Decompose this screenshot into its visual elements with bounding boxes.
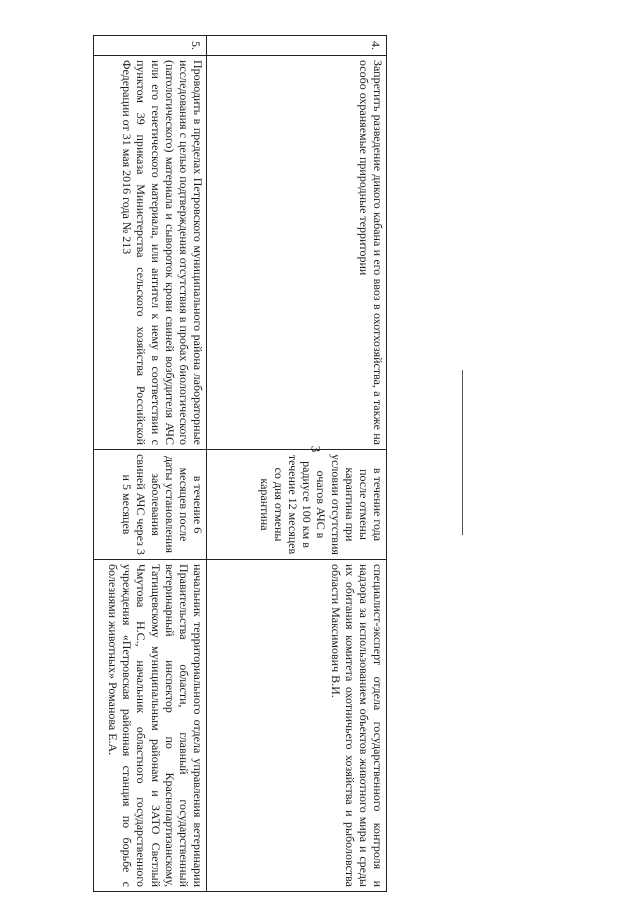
row-number: 4. — [207, 36, 387, 56]
row-responsible: специалист-эксперт отдела государственного контроля и надзора за использованием объектов животного мира и среды их обитания комитета охотничьего хозяйства и рыболовства области Максимович В.И. — [207, 560, 387, 892]
measures-table-rotated — [94, 35, 387, 891]
row-action: Проводить в пределах Петровского муниципального района лабораторные исследования с целью подтверждения отсутствия в пробах биологического (патологического) материала и сывороток крови свиней возбудителя АЧС или его генетического материала, или антител к нему в соответствии с пунктом 39 приказа Министерства сельского хозяйства Российской Федерации от 31 мая 2016 года № 213 — [94, 56, 207, 450]
row-responsible: начальник территориального отдела управления ветеринарии Правительства области, главный государственный ветеринарный инспектор по Краснопартизанскому, Татищевскому муниципальным районам и ЗАТО Светлый Чмутова Н.С., начальник областного государственного учреждения «Петровская районная станция по борьбе с болезнями животных» Романова Е.А. — [94, 560, 207, 892]
table-row — [94, 36, 207, 892]
row-number: 5. — [94, 36, 207, 56]
row-action: Запретить разведение дикого кабана и его ввоз в охотхозяйства, а также на особо охраняемые природные территории — [207, 56, 387, 450]
table-row — [207, 36, 387, 892]
signature-line — [462, 370, 463, 535]
row-term: в течение года после отмены карантина при условии отсутствия очагов АЧС в радиусе 100 км в течение 12 месяцев со дня отмены карантина — [207, 450, 387, 560]
row-term: в течение 6 месяцев после даты установления заболевания свиней АЧС через 3 и 5 месяцев — [94, 450, 207, 560]
page-number: 3 — [308, 445, 324, 453]
measures-table — [93, 35, 387, 892]
